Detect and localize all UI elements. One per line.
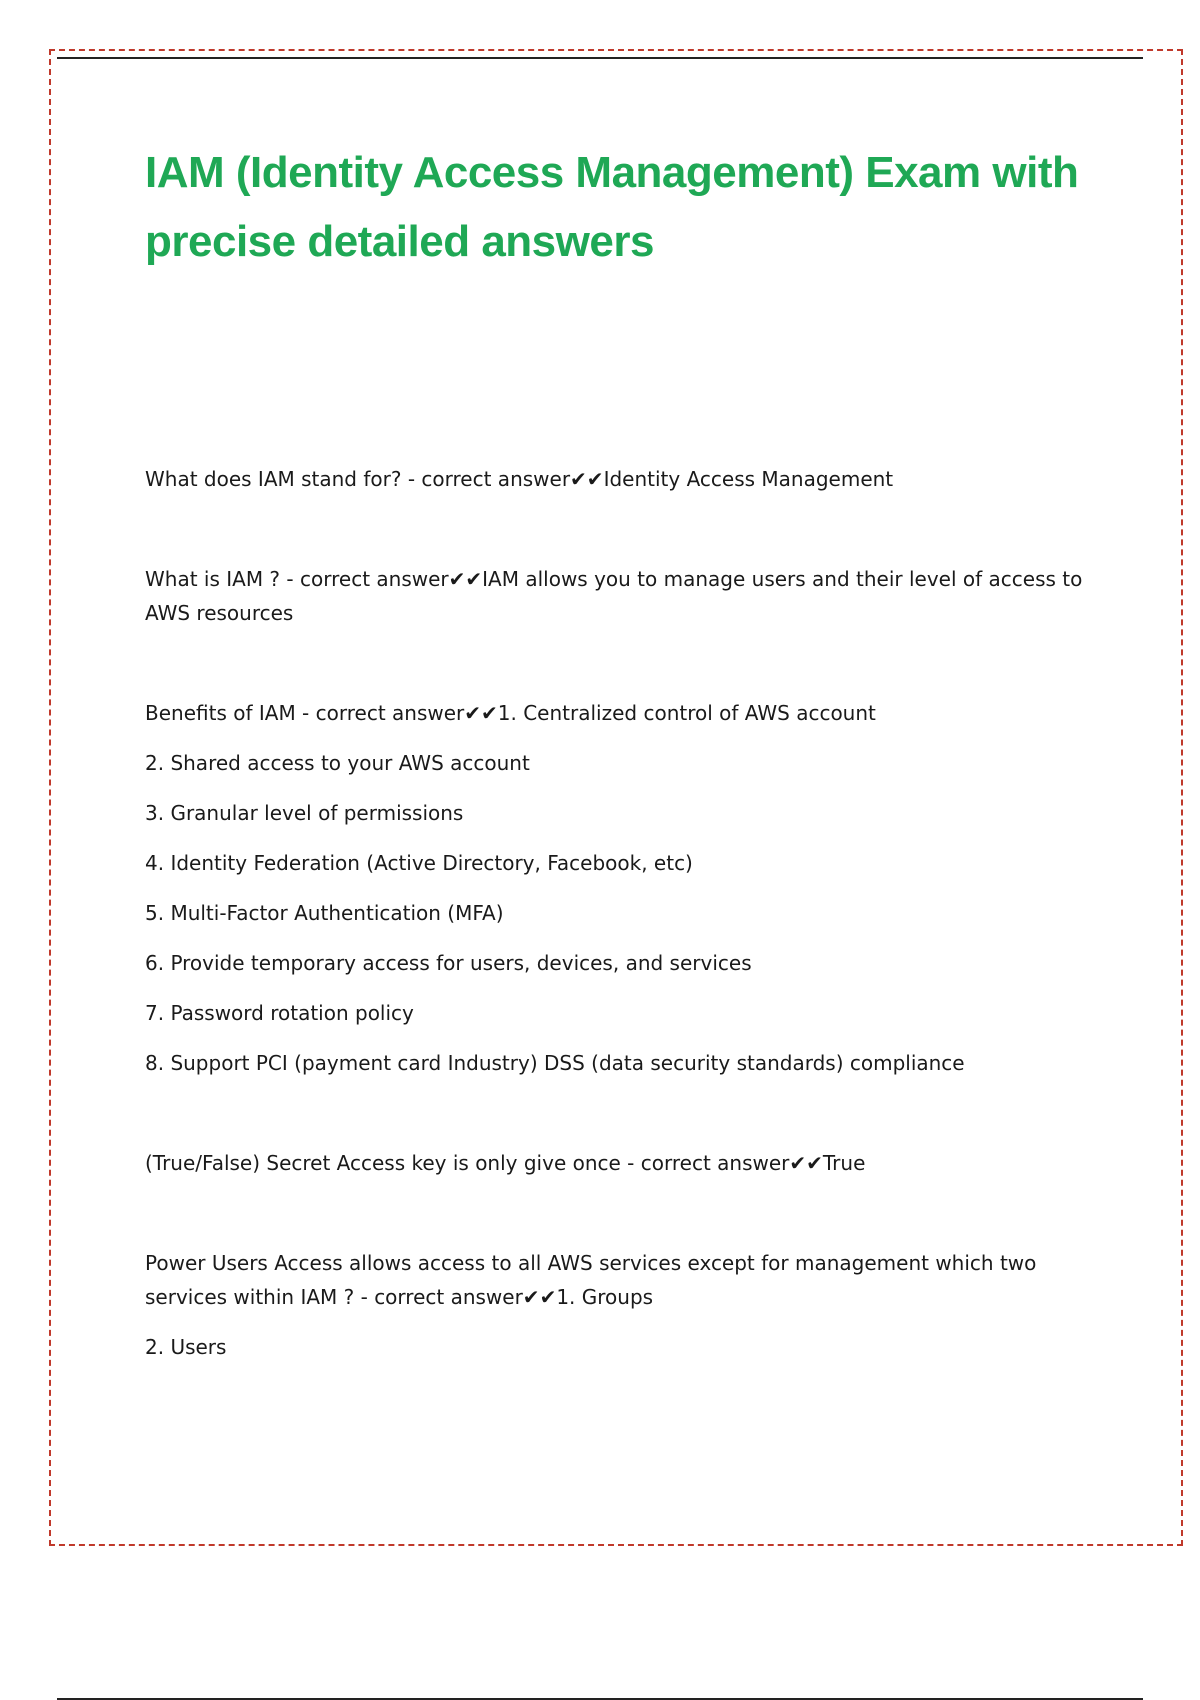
question-text: Benefits of IAM <box>145 701 296 725</box>
answer-continuation: 4. Identity Federation (Active Directory, Facebook, etc) <box>145 851 693 875</box>
answer-text: 1. Centralized control of AWS account <box>497 701 876 725</box>
answer-text: True <box>822 1151 866 1175</box>
qa-line: Power Users Access allows access to all AWS services except for management which two services within IAM ? - correct answer✔✔1. Groups <box>145 1251 1037 1309</box>
qa-line: What does IAM stand for? - correct answer✔✔Identity Access Management <box>145 467 894 491</box>
answer-continuation: 6. Provide temporary access for users, devices, and services <box>145 951 752 975</box>
question-text: (True/False) Secret Access key is only give once <box>145 1151 621 1175</box>
answer-text: Identity Access Management <box>603 467 894 491</box>
answer-marker: correct answer✔✔ <box>421 467 604 491</box>
answer-continuation: 3. Granular level of permissions <box>145 801 464 825</box>
question-text: Power Users Access allows access to all AWS services except for management which two services within IAM ? <box>145 1251 1037 1309</box>
question-text: What does IAM stand for? <box>145 467 402 491</box>
qa-item <box>145 462 1085 496</box>
answer-marker: correct answer✔✔ <box>640 1151 823 1175</box>
answer-continuation: 5. Multi-Factor Authentication (MFA) <box>145 901 504 925</box>
answer-marker: correct answer✔✔ <box>374 1285 557 1309</box>
answer-marker: correct answer✔✔ <box>300 567 483 591</box>
answer-continuation: 2. Users <box>145 1335 227 1359</box>
qa-content <box>145 462 1085 1430</box>
header-rule <box>57 57 1143 59</box>
qa-item <box>145 696 1085 1080</box>
answer-continuation: 8. Support PCI (payment card Industry) DSS (data security standards) compliance <box>145 1051 965 1075</box>
document-title: IAM (Identity Access Management) Exam with precise detailed answers <box>145 148 1079 266</box>
qa-item <box>145 1246 1085 1364</box>
answer-continuation: 2. Shared access to your AWS account <box>145 751 530 775</box>
answer-text: IAM allows you to manage users and their level of access to AWS resources <box>145 567 1083 625</box>
answer-text: 1. Groups <box>556 1285 654 1309</box>
question-text: What is IAM ? <box>145 567 281 591</box>
qa-line: (True/False) Secret Access key is only give once - correct answer✔✔True <box>145 1151 866 1175</box>
answer-continuation: 7. Password rotation policy <box>145 1001 414 1025</box>
answer-marker: correct answer✔✔ <box>315 701 498 725</box>
qa-line: Benefits of IAM - correct answer✔✔1. Centralized control of AWS account <box>145 701 876 725</box>
qa-item <box>145 1146 1085 1180</box>
qa-line: What is IAM ? - correct answer✔✔IAM allows you to manage users and their level of access to AWS resources <box>145 567 1083 625</box>
qa-item <box>145 562 1085 630</box>
